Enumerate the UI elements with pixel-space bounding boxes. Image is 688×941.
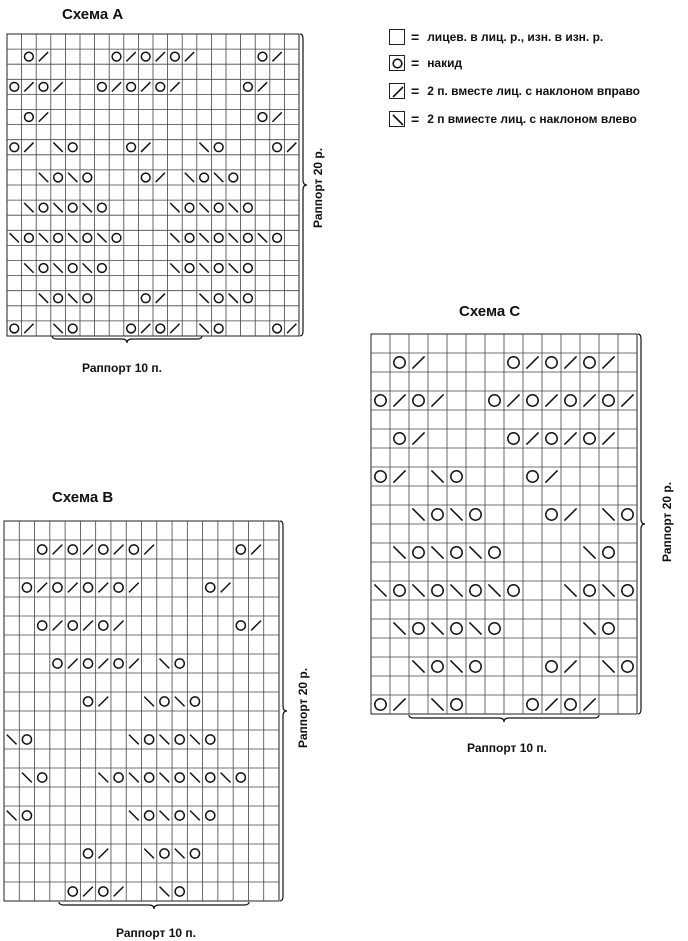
chart-c-title: Схема C (459, 303, 521, 320)
legend-label-yo: накид (427, 56, 463, 70)
legend-equals: = (411, 83, 420, 99)
chart-b-rapport-rows: Раппорт 20 р. (296, 667, 310, 748)
legend-row-left (389, 110, 637, 128)
chart-b-rapport-stitches: Раппорт 10 п. (116, 926, 196, 940)
chart-c-rapport-stitches: Раппорт 10 п. (467, 741, 547, 755)
row-repeat-brace (638, 334, 645, 714)
legend-equals: = (411, 55, 420, 71)
yarn-over-icon (389, 55, 405, 71)
legend-equals: = (411, 111, 420, 127)
chart-a-rapport-rows: Раппорт 20 р. (311, 147, 325, 228)
legend-row-right (389, 82, 640, 100)
stitch-repeat-brace (59, 902, 249, 909)
legend-label-left: 2 п вмиесте лиц. с наклоном влево (427, 112, 637, 126)
legend-row-yo (389, 54, 462, 72)
legend-label-right: 2 п. вместе лиц. с наклоном вправо (427, 84, 641, 98)
stitch-repeat-brace (52, 336, 202, 343)
chart-a-title: Схема A (62, 6, 124, 23)
right-slant-decrease-icon (389, 83, 405, 99)
chart-a-rapport-stitches: Раппорт 10 п. (82, 361, 162, 375)
left-slant-decrease-icon (389, 111, 405, 127)
chart-b-title: Схема B (52, 489, 114, 506)
legend-row-knit (389, 28, 603, 46)
row-repeat-brace (300, 34, 307, 336)
legend-equals: = (411, 29, 420, 45)
legend-label-knit: лицев. в лиц. р., изн. в изн. р. (427, 30, 604, 44)
chart-c-rapport-rows: Раппорт 20 р. (660, 481, 674, 562)
empty-cell-icon (389, 29, 405, 45)
stitch-repeat-brace (409, 715, 599, 722)
row-repeat-brace (280, 521, 287, 901)
